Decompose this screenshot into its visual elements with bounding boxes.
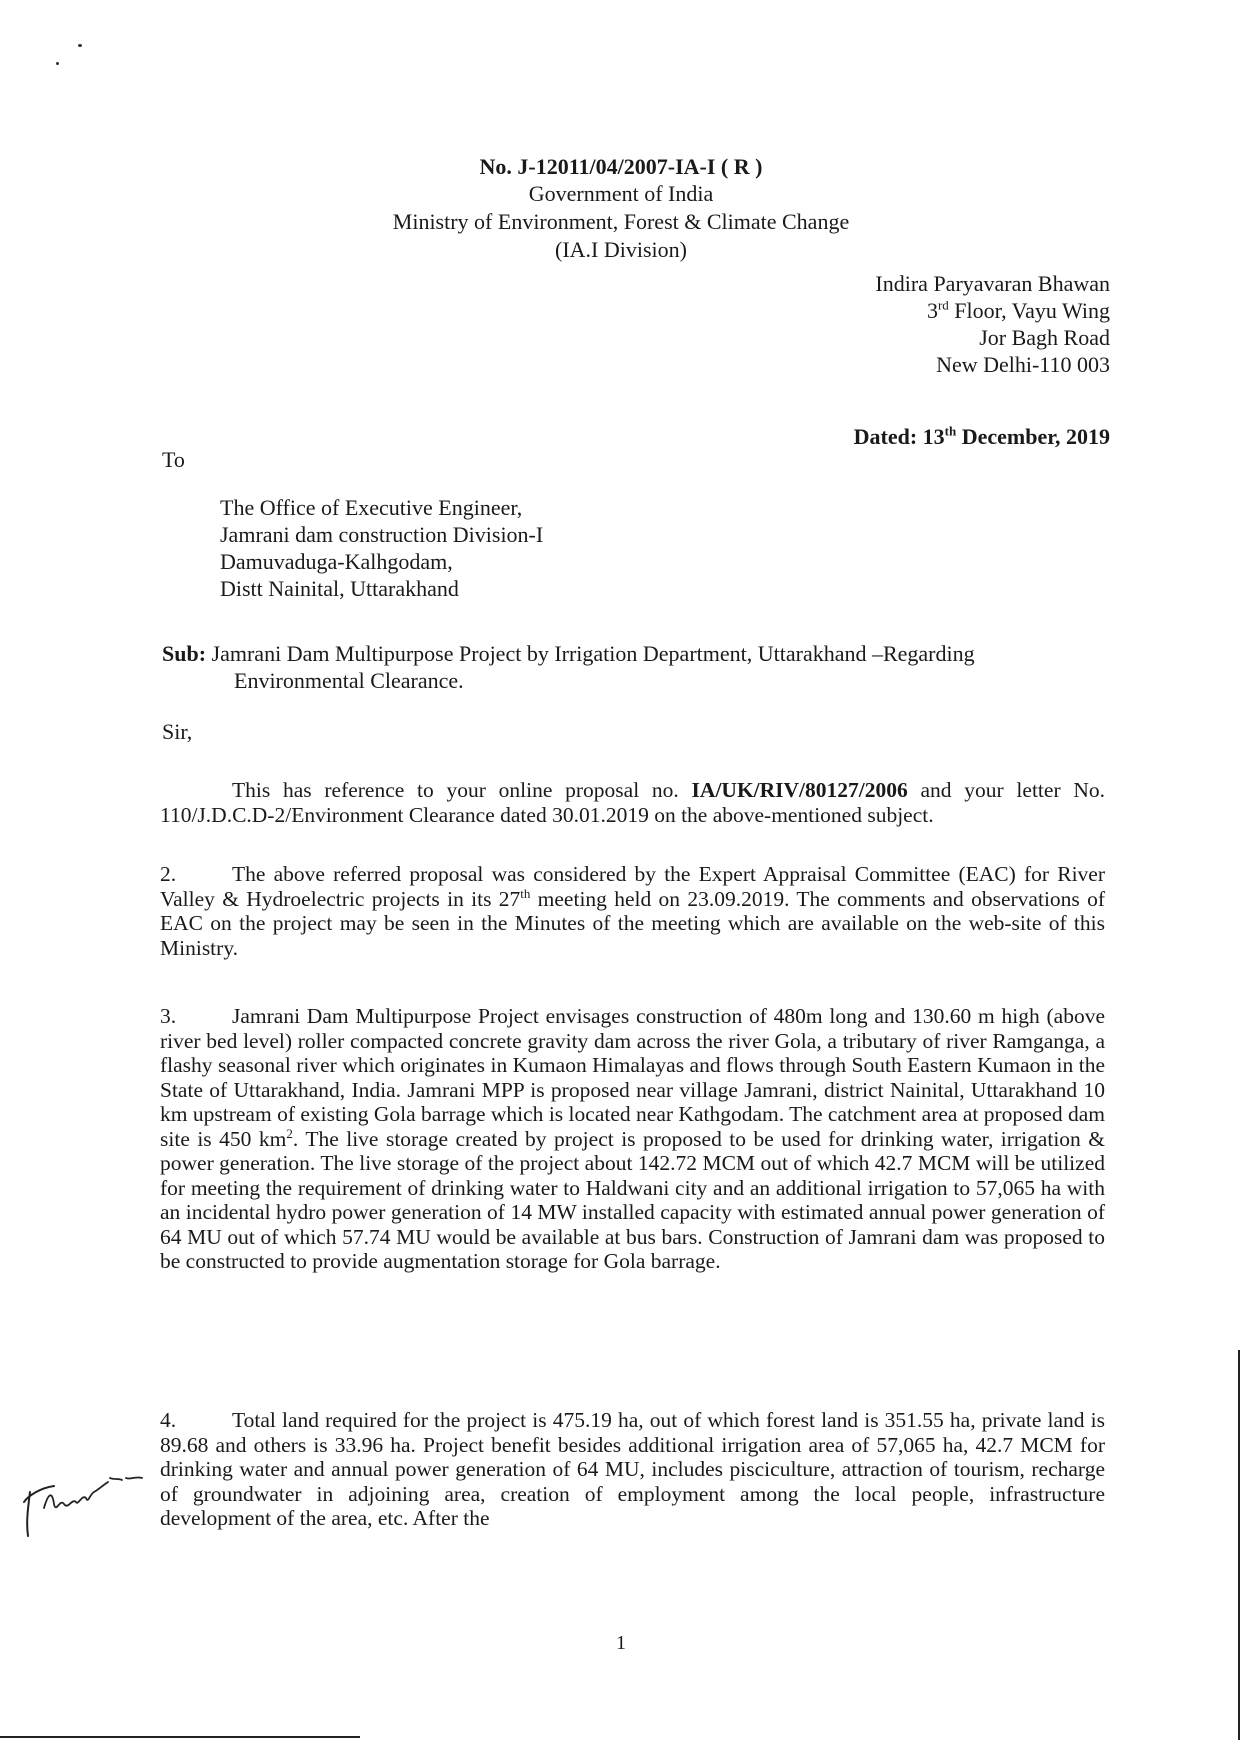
subject-label: Sub: [162, 641, 207, 666]
address-line: Jor Bagh Road [979, 325, 1110, 350]
paragraph-1: This has reference to your online proposal no. IA/UK/RIV/80127/2006 and your letter No. 110/J.D.C.D-2/Environment Clearance dated 30.01.2019 on the above-mentioned subject. [160, 778, 1105, 827]
to-label: To [162, 447, 185, 472]
header-government: Government of India [528, 181, 714, 206]
recipient-line: Jamrani dam construction Division-I [220, 522, 544, 547]
paragraph-number: 2. [160, 862, 177, 886]
subject-line: Environmental Clearance. [234, 668, 464, 693]
recipient-line: Distt Nainital, Uttarakhand [220, 576, 459, 601]
header-ministry: Ministry of Environment, Forest & Climate Change [392, 209, 850, 234]
recipient-block [220, 494, 543, 602]
handwritten-signature [18, 1464, 158, 1544]
recipient-line: The Office of Executive Engineer, [220, 495, 523, 520]
subject-line: Sub: Jamrani Dam Multipurpose Project by Irrigation Department, Uttarakhand –Regarding [162, 641, 975, 666]
address-line: 3rd Floor, Vayu Wing [926, 297, 1110, 323]
address-block [610, 270, 1110, 378]
recipient-line: Damuvaduga-Kalhgodam, [220, 549, 453, 574]
salutation: Sir, [162, 719, 193, 744]
scan-edge-line [0, 1736, 360, 1738]
paragraph-2: 2. The above referred proposal was considered by the Expert Appraisal Committee (EAC) for River Valley & Hydroelectric projects in its 27th meeting held on 23.09.2019. The comments and observations of EAC on the project may be seen in the Minutes of the meeting which are available on the web-site of this Ministry. [160, 862, 1105, 960]
address-line: New Delhi-110 003 [936, 352, 1110, 377]
paragraph-number: 4. [160, 1408, 177, 1432]
scan-speck [78, 44, 82, 47]
proposal-number: IA/UK/RIV/80127/2006 [691, 778, 908, 802]
paragraph-3: 3. Jamrani Dam Multipurpose Project envisages construction of 480m long and 130.60 m high (above river bed level) roller compacted concrete gravity dam across the river Gola, a tributary of river Ramganga, a flashy seasonal river which originates in Kumaon Himalayas and flows through South Eastern Kumaon in the State of Uttarakhand, India. Jamrani MPP is proposed near village Jamrani, district Nainital, Uttarakhand 10 km upstream of existing Gola barrage which is located near Kathgodam. The catchment area at proposed dam site is 450 $km^2$. The live storage created by project is proposed to be used for drinking water, irrigation & power generation. The live storage of the project about 142.72 MCM out of which 42.7 MCM will be utilized for meeting the requirement of drinking water to Haldwani city and an additional irrigation to 57,065 ha with an incidental hydro power generation of 14 MW installed capacity with estimated annual power generation of 64 MU out of which 57.74 MU would be available at bus bars. Construction of Jamrani dam was proposed to be constructed to provide augmentation storage for Gola barrage. [160, 1004, 1105, 1273]
scan-edge-line [1238, 1350, 1240, 1740]
paragraph-4: 4. Total land required for the project is 475.19 ha, out of which forest land is 351.55 ha, private land is 89.68 and others is 33.96 ha. Project benefit besides additional irrigation area of 57,065 ha, 42.7 MCM for drinking water and annual power generation of 64 MU, includes pisciculture, attraction of tourism, recharge of groundwater in adjoining area, creation of employment among the local people, infrastructure development of the area, etc. After the [160, 1408, 1105, 1530]
dated: Dated: 13th December, 2019 [853, 423, 1110, 449]
header-division: (IA.I Division) [555, 237, 687, 262]
paragraph-number: 3. [160, 1004, 177, 1028]
subject [162, 640, 1107, 694]
page-number: 1 [616, 1632, 626, 1654]
address-line: Indira Paryavaran Bhawan [875, 271, 1110, 296]
scan-speck [56, 62, 59, 65]
file-number: No. J-12011/04/2007-IA-I ( R ) [479, 154, 763, 179]
